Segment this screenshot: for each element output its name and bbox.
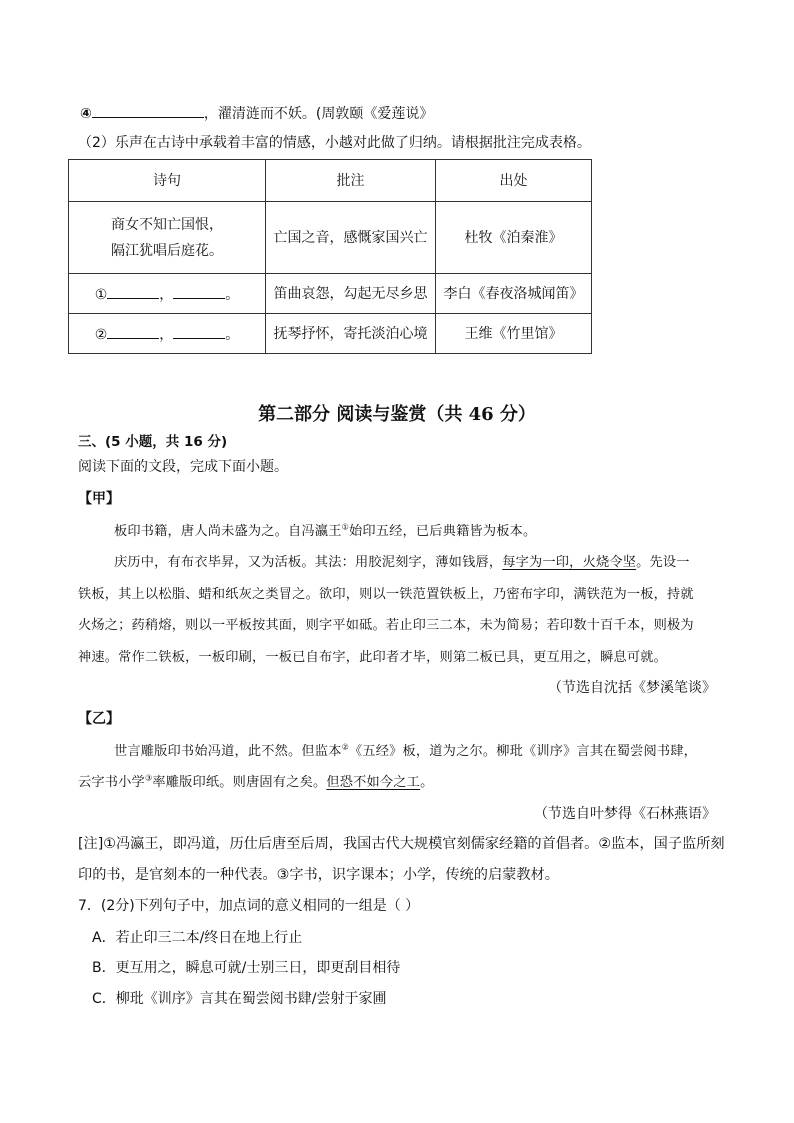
passage-source: （节选自沈括《梦溪笔谈》 (548, 680, 716, 696)
table-row (69, 202, 592, 274)
poem-cell (69, 202, 266, 274)
source-cell: 李白《春夜洛城闻笛》 (436, 274, 592, 314)
passage-line (114, 522, 536, 542)
text-run: 始印五经，已后典籍皆为板本。 (348, 524, 537, 539)
text-run: 。 (420, 775, 434, 790)
answer-blank[interactable] (107, 323, 159, 339)
question-2-text: （2）乐声在古诗中承载着丰富的情感，小越对此做了归纳。请根据批注完成表格。 (78, 135, 591, 151)
poem-table (68, 159, 592, 354)
table-header-cell: 批注 (266, 160, 436, 202)
punctuation: 。 (225, 326, 240, 343)
answer-blank[interactable] (173, 283, 225, 299)
passage-line (114, 742, 697, 762)
table-row (69, 274, 592, 314)
option-c[interactable]: C．柳玭《训序》言其在蜀尝阅书肆/尝射于家圃 (92, 991, 387, 1007)
poetry-line: ，濯清涟而不妖。(周敦颐《爱莲说》 (203, 106, 434, 122)
source-cell: 王维《竹里馆》 (436, 314, 592, 354)
passage-source: （节选自叶梦得《石林燕语》 (534, 806, 716, 822)
passage-line (78, 773, 433, 793)
table-header-cell: 出处 (436, 160, 592, 202)
poem-line: 商女不知亡国恨， (111, 216, 223, 233)
poem-line: 隔江犹唱后庭花。 (111, 242, 223, 259)
note-cell: 亡国之音，感慨家国兴亡 (266, 202, 436, 274)
underlined-text: 每字为一印，火烧令坚 (502, 555, 637, 570)
table-header-row (69, 160, 592, 202)
text-run: 《五经》板，道为之尔。柳玭《训序》言其在蜀尝阅书肆， (348, 744, 698, 759)
passage-line: 火炀之；药稍熔，则以一平板按其面，则字平如砥。若止印三二本，未为简易；若印数十百千本，则极为 (78, 618, 694, 633)
poetry-item-4 (80, 102, 433, 124)
passage-label-yi: 【乙】 (78, 711, 120, 727)
part-title: 第二部分 阅读与鉴赏（共 46 分） (258, 404, 536, 425)
footnote-marker: ① (341, 522, 349, 532)
text-run: 。先设一 (636, 555, 690, 570)
section-heading: 三、(5 小题，共 16 分) (78, 434, 228, 450)
annotation-line: 印的书，是官刻本的一种代表。③字书，识字课本；小学，传统的启蒙教材。 (78, 867, 559, 883)
item-number: ① (94, 286, 108, 303)
punctuation: 。 (225, 286, 240, 303)
item-number: ④ (80, 106, 92, 122)
passage-line (114, 553, 690, 573)
option-a[interactable]: A．若止印三二本/终日在地上行止 (92, 930, 303, 946)
note-cell: 抚琴抒怀，寄托淡泊心境 (266, 314, 436, 354)
poem-cell (69, 274, 266, 314)
annotation-line: [注]①冯瀛王，即冯道，历仕后唐至后周，我国古代大规模官刻儒家经籍的首倡者。②监本，国子监所刻 (78, 836, 725, 852)
source-cell: 杜牧《泊秦淮》 (436, 202, 592, 274)
question-7-stem: 7．(2分)下列句子中，加点词的意义相同的一组是（ ） (78, 898, 420, 914)
footnote-marker: ② (341, 742, 349, 752)
passage-line: 神速。常作二铁板，一板印刷，一板已自布字，此印者才毕，则第二板已具，更互用之，瞬息可就。 (78, 650, 668, 665)
answer-blank[interactable] (92, 102, 204, 118)
passage-label-jia: 【甲】 (78, 491, 120, 507)
text-run: 庆历中，有布衣毕昇，又为活板。其法：用胶泥刻字，薄如钱唇， (114, 555, 503, 570)
text-run: 率雕版印纸。则唐固有之矣。 (152, 775, 327, 790)
passage-line: 铁板，其上以松脂、蜡和纸灰之类冒之。欲印，则以一铁范置铁板上，乃密布字印，满铁范为一板，持就 (78, 587, 694, 602)
table-header-cell: 诗句 (69, 160, 266, 202)
poem-cell (69, 314, 266, 354)
note-cell: 笛曲哀怨，勾起无尽乡思 (266, 274, 436, 314)
option-b[interactable]: B．更互用之，瞬息可就/士别三日，即更刮目相待 (92, 960, 401, 976)
footnote-marker: ③ (144, 773, 153, 783)
underlined-text: 但恐不如今之工 (326, 775, 421, 790)
text-run: 板印书籍，唐人尚未盛为之。自冯瀛王 (114, 524, 342, 539)
instruction-text: 阅读下面的文段，完成下面小题。 (78, 459, 288, 475)
text-run: 云字书小学 (78, 775, 145, 790)
text-run: 世言雕版印书始冯道，此不然。但监本 (114, 744, 342, 759)
table-row (69, 314, 592, 354)
item-number: ② (94, 326, 108, 343)
answer-blank[interactable] (173, 323, 225, 339)
answer-blank[interactable] (107, 283, 159, 299)
punctuation: ， (159, 326, 174, 343)
punctuation: ， (159, 286, 174, 303)
